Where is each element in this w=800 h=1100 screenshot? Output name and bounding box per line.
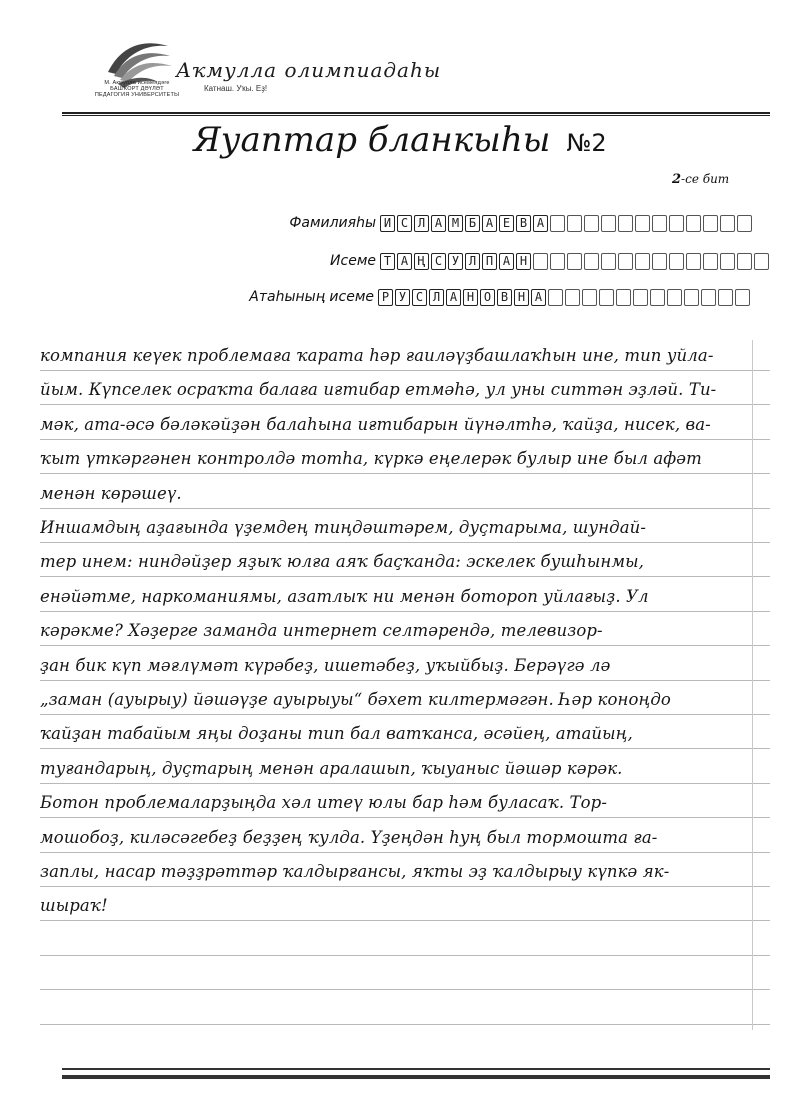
text-line: ҡайҙан табайым яңы доҙаны тип бал ватҡанса, әсәйең, атайың, [40,724,633,744]
ruled-line [40,542,770,543]
letter-box[interactable] [599,289,614,306]
letter-box[interactable] [584,215,599,232]
letter-box[interactable]: Л [465,253,480,270]
letter-box[interactable]: Н [516,253,531,270]
ruled-line [40,852,770,853]
letter-box[interactable] [584,253,599,270]
ruled-line [40,508,770,509]
letter-box[interactable] [652,253,667,270]
letter-box[interactable]: О [480,289,495,306]
letter-box[interactable]: С [412,289,427,306]
text-line: „заман (ауырыу) йәшәүҙе ауырыуы“ бәхет килтермәгән. Һәр коноңдо [40,690,671,709]
ruled-line [40,611,770,612]
letter-box[interactable]: П [482,253,497,270]
surname-boxes[interactable] [380,215,754,232]
letter-box[interactable]: Т [380,253,395,270]
letter-box[interactable] [720,215,735,232]
ruled-line [40,886,770,887]
text-line: йым. Күпселек осраҡта балаға иғтибар етмәһә, ул уны ситтән эҙләй. Ти- [40,380,717,400]
letter-box[interactable]: С [431,253,446,270]
letter-box[interactable] [582,289,597,306]
letter-box[interactable] [754,253,769,270]
ruled-line [40,783,770,784]
letter-box[interactable] [601,253,616,270]
letter-box[interactable]: А [446,289,461,306]
ruled-line [40,576,770,577]
page-number-value: 2 [672,172,682,187]
letter-box[interactable] [686,215,701,232]
ruled-line [40,645,770,646]
letter-box[interactable] [548,289,563,306]
text-line: менән көрәшеү. [40,483,182,503]
letter-box[interactable] [650,289,665,306]
header-rule [62,112,770,114]
page-number [672,172,729,187]
letter-box[interactable]: Ң [414,253,429,270]
text-line: мошобоҙ, киләсәгебеҙ беҙҙең ҡулда. Үҙеңдән һуң был тормошта ға- [40,827,658,847]
surname-label: Фамилияһы [289,215,376,231]
page-number-label: -се бит [681,172,730,186]
letter-box[interactable] [703,215,718,232]
letter-box[interactable] [601,215,616,232]
letter-box[interactable]: Н [514,289,529,306]
letter-box[interactable] [701,289,716,306]
letter-box[interactable] [720,253,735,270]
header-rule-thin [62,115,770,116]
letter-box[interactable] [737,253,752,270]
letter-box[interactable]: А [499,253,514,270]
letter-box[interactable] [669,215,684,232]
letter-box[interactable] [718,289,733,306]
ruled-line [40,714,770,715]
university-name: М. Акмулла исемендәге БАШҠОРТ ДӘҮЛӘТ ПЕДАГОГИЯ УНИВЕРСИТЕТЫ [94,80,180,98]
first-name-field[interactable] [240,250,771,272]
letter-box[interactable] [567,215,582,232]
sheet-number: №2 [566,129,607,157]
text-line: кәрәкме? Хәҙерге заманда интернет селтәрендә, телевизор- [40,621,603,641]
letter-box[interactable]: Б [465,215,480,232]
margin-rule [752,340,753,1030]
letter-box[interactable]: А [533,215,548,232]
letter-box[interactable] [703,253,718,270]
ruled-line [40,955,770,956]
olympiad-title: Аҡмулла олимпиадаһы [176,58,442,82]
letter-box[interactable] [669,253,684,270]
letter-box[interactable] [550,253,565,270]
letter-box[interactable]: У [395,289,410,306]
text-line: тер инем: ниндәйҙер яҙыҡ юлға аяҡ баҫҡанда: эскелек бушһынмы, [40,552,645,572]
patronymic-label: Атаһының исеме [249,289,374,305]
ruled-line [40,473,770,474]
letter-box[interactable] [684,289,699,306]
letter-box[interactable] [565,289,580,306]
letter-box[interactable] [618,215,633,232]
text-line: ҡыт үткәргәнен контролдә тотһа, күркә еңелерәк булыр ине был афәт [40,449,702,469]
letter-box[interactable]: У [448,253,463,270]
surname-field[interactable] [240,212,754,234]
letter-box[interactable]: Р [378,289,393,306]
letter-box[interactable] [686,253,701,270]
letter-box[interactable]: В [516,215,531,232]
patronymic-field[interactable] [218,286,752,308]
letter-box[interactable]: М [448,215,463,232]
letter-box[interactable]: И [380,215,395,232]
letter-box[interactable]: Л [429,289,444,306]
letter-box[interactable] [652,215,667,232]
letter-box[interactable] [550,215,565,232]
ruled-line [40,989,770,990]
text-line: Ботон проблемаларҙыңда хәл итеү юлы бар һәм буласаҡ. Тор- [40,793,608,813]
ruled-line [40,1024,770,1025]
letter-box[interactable]: А [482,215,497,232]
letter-box[interactable] [618,253,633,270]
letter-box[interactable] [635,253,650,270]
letter-box[interactable] [667,289,682,306]
text-line: енәйәтме, наркоманиямы, азатлыҡ ни менән ботороп уйлағыҙ. Ул [40,586,649,606]
footer-rule [62,1068,770,1070]
patronymic-boxes[interactable] [378,289,752,306]
letter-box[interactable] [616,289,631,306]
letter-box[interactable] [737,215,752,232]
letter-box[interactable] [735,289,750,306]
text-line: заплы, насар тәҙҙрәттәр ҡалдырғансы, яҡты эҙ ҡалдырыу күпкә як- [40,862,670,881]
letter-box[interactable]: С [397,215,412,232]
letter-box[interactable] [633,289,648,306]
first-name-boxes[interactable] [380,253,771,270]
olympiad-motto: Катнаш. Уҡы. Еҙ! [204,84,268,93]
text-line: ҙан бик күп мәғлүмәт күрәбеҙ, ишетәбеҙ, уҡыйбыҙ. Берәүгә лә [40,655,611,675]
ruled-line [40,680,770,681]
text-line: туғандарың, дуҫтарың менән аралашып, ҡыуаныс йәшәр кәрәк. [40,758,623,778]
letter-box[interactable]: Л [414,215,429,232]
text-line: мәк, ата-әсә бәләкәйҙән балаһына иғтибарын йүнәлтһә, ҡайҙа, нисек, ва- [40,414,711,434]
ruled-line [40,439,770,440]
text-line: Иншамдың аҙағында үҙемдең тиңдәштәрем, дуҫтарыма, шундай- [40,518,647,537]
letter-box[interactable] [533,253,548,270]
letter-box[interactable] [635,215,650,232]
ruled-line [40,748,770,749]
letter-box[interactable]: Н [463,289,478,306]
letter-box[interactable]: А [397,253,412,270]
letter-box[interactable] [567,253,582,270]
letter-box[interactable]: А [431,215,446,232]
ruled-line [40,404,770,405]
letter-box[interactable]: А [531,289,546,306]
letter-box[interactable]: Е [499,215,514,232]
first-name-label: Исеме [330,253,376,269]
sheet-title [0,120,800,160]
text-line: шыраҡ! [40,896,108,916]
footer-rule-thick [62,1075,770,1079]
ruled-line [40,817,770,818]
letter-box[interactable]: В [497,289,512,306]
ruled-line [40,370,770,371]
ruled-line [40,920,770,921]
text-line: компания кеүек проблемаға ҡарата һәр ғаиләүҙбашлаҡһын ине, тип уйла- [40,346,714,365]
sheet-title-text: Яуаптар бланкыһы [193,120,551,160]
